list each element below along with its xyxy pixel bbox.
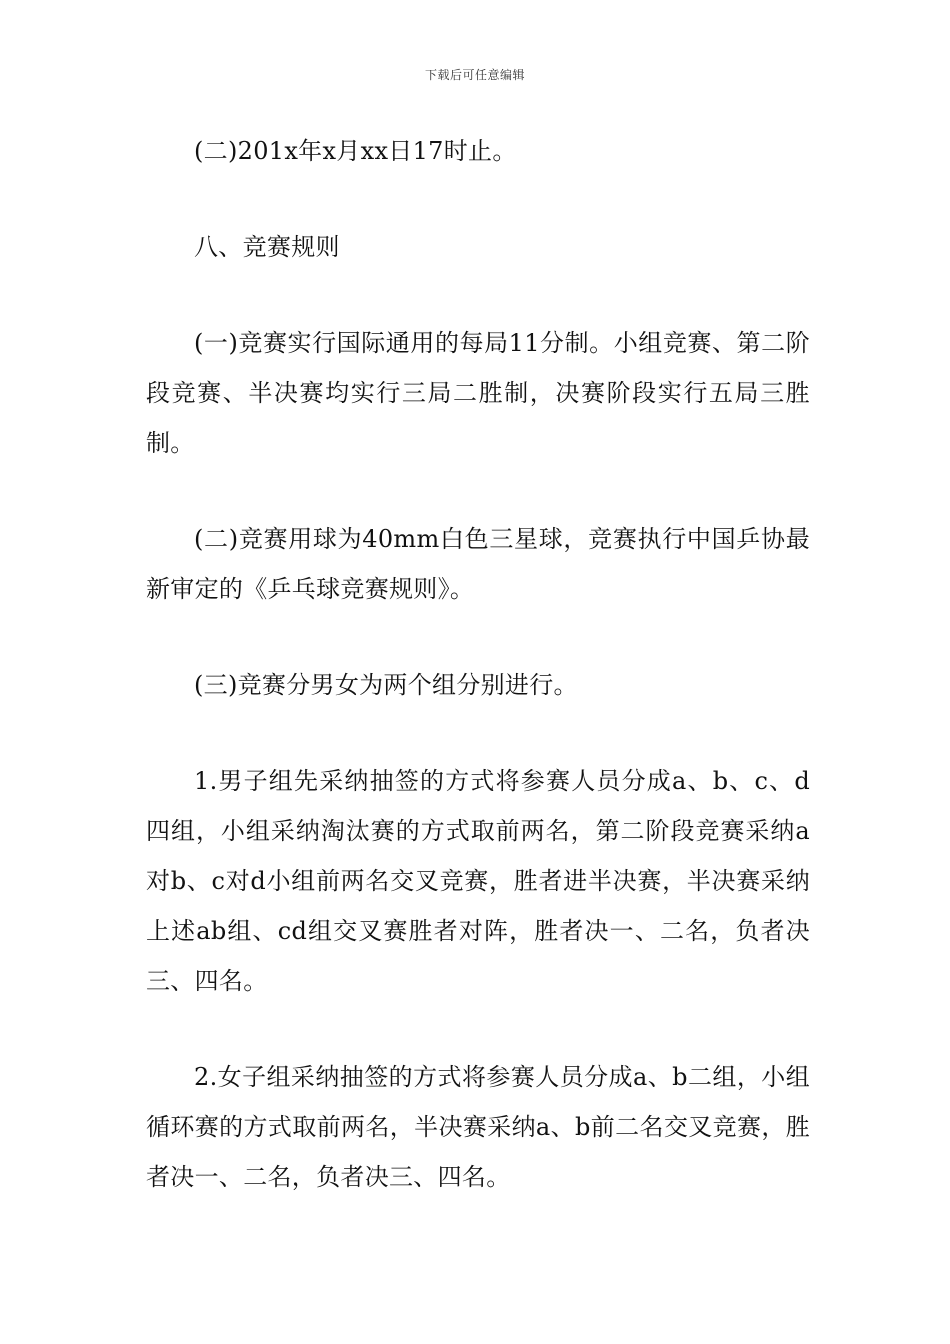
document-body <box>146 126 810 1202</box>
paragraph-scoring-system: (一)竞赛实行国际通用的每局11分制。小组竞赛、第二阶段竞赛、半决赛均实行三局二胜制，决赛阶段实行五局三胜制。 <box>146 329 810 457</box>
paragraph-gap <box>146 176 810 222</box>
paragraph-deadline: (二)201x年x月xx日17时止。 <box>194 137 517 165</box>
paragraph-gap <box>146 468 810 514</box>
paragraph-ball-and-rules: (二)竞赛用球为40mm白色三星球，竞赛执行中国乒协最新审定的《乒乓球竞赛规则》。 <box>146 525 810 603</box>
paragraph-gap <box>146 1006 810 1052</box>
paragraph-mens-group: 1.男子组先采纳抽签的方式将参赛人员分成a、b、c、d四组，小组采纳淘汰赛的方式取前两名，第二阶段竞赛采纳a对b、c对d小组前两名交叉竞赛，胜者进半决赛，半决赛采纳上述ab组、cd组交叉赛胜者对阵，胜者决一、二名，负者决三、四名。 <box>146 767 810 995</box>
paragraph-womens-group: 2.女子组采纳抽签的方式将参赛人员分成a、b二组，小组循环赛的方式取前两名，半决赛采纳a、b前二名交叉竞赛，胜者决一、二名，负者决三、四名。 <box>146 1063 810 1191</box>
paragraph-gap <box>146 710 810 756</box>
paragraph-gap <box>146 614 810 660</box>
header-note: 下载后可任意编辑 <box>424 68 525 82</box>
paragraph-groups: (三)竞赛分男女为两个组分别进行。 <box>194 671 578 699</box>
section-heading-competition-rules: 八、竞赛规则 <box>194 233 340 261</box>
paragraph-gap <box>146 272 810 318</box>
